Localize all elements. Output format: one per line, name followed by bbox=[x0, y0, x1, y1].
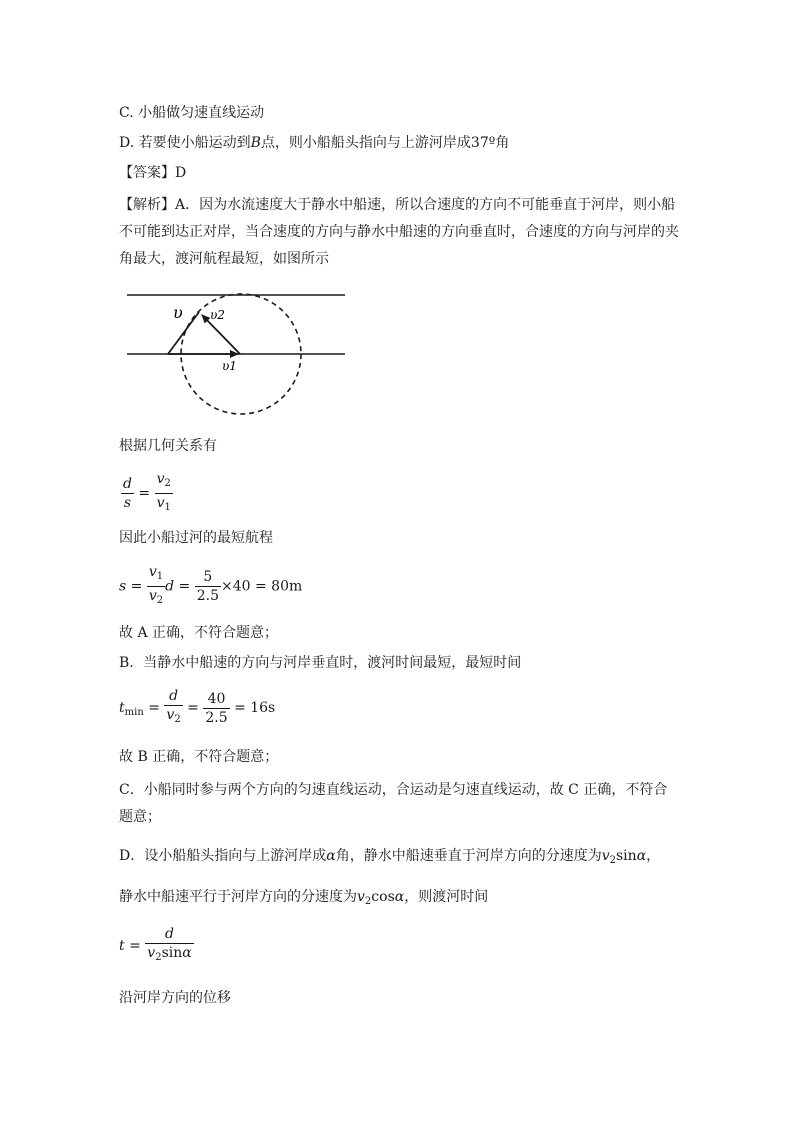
displacement-line: 沿河岸方向的位移 bbox=[119, 990, 231, 1006]
t-alpha-v: v bbox=[147, 945, 156, 961]
d-text-2-pre: 静水中船速平行于河岸方向的分速度为 bbox=[119, 889, 357, 905]
option-d-pre: D. 若要使小船运动到 bbox=[119, 135, 251, 151]
tmin-d: d bbox=[164, 687, 182, 706]
t-alpha-eq: = bbox=[129, 938, 141, 954]
path-5: 5 bbox=[195, 568, 221, 587]
t-alpha-fn: sin bbox=[161, 945, 183, 961]
ratio-v2-sub: 2 bbox=[164, 478, 171, 489]
d-v2cos-alpha: α bbox=[394, 889, 405, 905]
a-correct-line: 故 A 正确，不符合题意； bbox=[119, 625, 279, 641]
d-text-2-post: ，则渡河时间 bbox=[404, 889, 489, 905]
d-text-1-mid: 角，静水中船速垂直于河岸方向的分速度为 bbox=[335, 848, 602, 864]
answer-value: D bbox=[175, 165, 187, 181]
ratio-d: d bbox=[123, 476, 132, 492]
tmin-v2-sub: 2 bbox=[174, 714, 181, 725]
d-v2cos-sub: 2 bbox=[364, 896, 372, 907]
d-alpha: α bbox=[326, 848, 336, 864]
ratio-v1-sub: 1 bbox=[164, 502, 171, 513]
tmin-eq-2: = bbox=[187, 700, 199, 716]
d-v2sin-alpha: α bbox=[636, 848, 647, 864]
label-v2: υ2 bbox=[210, 308, 225, 322]
option-c: C. 小船做匀速直线运动 bbox=[119, 105, 265, 121]
t-alpha-sub: 2 bbox=[155, 952, 162, 963]
tmin-v2: v bbox=[166, 707, 175, 723]
ratio-v2: v bbox=[156, 471, 165, 487]
option-d-post: 点，则小船船头指向与上游河岸成37º角 bbox=[260, 135, 510, 151]
analysis-a bbox=[119, 192, 679, 273]
option-d bbox=[119, 133, 509, 153]
analysis-bracket: 【解析】 bbox=[119, 197, 175, 213]
d-v2sin-fn: sin bbox=[616, 848, 637, 864]
d-v2cos-fn: cos bbox=[371, 889, 395, 905]
d-text-line-2 bbox=[119, 887, 488, 912]
path-formula bbox=[119, 563, 302, 610]
c-text-line: C．小船同时参与两个方向的匀速直线运动，合运动是匀速直线运动，故 C 正确，不符合题意； bbox=[119, 782, 668, 825]
tmin-formula bbox=[119, 687, 275, 729]
d-text-1-pre: D．设小船船头指向与上游河岸成 bbox=[119, 848, 327, 864]
path-v1-sub: 1 bbox=[156, 571, 164, 582]
t-alpha-t: t bbox=[119, 938, 125, 954]
tmin-t: t bbox=[119, 700, 125, 716]
d-v2sin-v: v bbox=[601, 848, 610, 864]
tmin-eq: = bbox=[148, 700, 160, 716]
b-text-line: B．当静水中船速的方向与河岸垂直时，渡河时间最短，最短时间 bbox=[119, 655, 522, 671]
t-alpha-d: d bbox=[145, 925, 193, 944]
path-v2-sub: 2 bbox=[156, 595, 164, 606]
path-eq-2: = bbox=[178, 578, 191, 595]
ratio-eq: = bbox=[138, 485, 151, 502]
d-comma: ， bbox=[646, 848, 661, 864]
t-alpha-formula bbox=[119, 925, 194, 967]
tmin-tail: = 16s bbox=[234, 700, 276, 716]
shortest-path-line: 因此小船过河的最短航程 bbox=[119, 530, 273, 546]
d-text-line-1 bbox=[119, 846, 660, 871]
tmin-sub: min bbox=[124, 707, 144, 718]
analysis-a-text: A．因为水流速度大于静水中船速，所以合速度的方向不可能垂直于河岸，则小船不可能到达正对岸，当合速度的方向与静水中船速的方向垂直时，合速度的方向与河岸的夹角最大，渡河航程最短，如图所示 bbox=[119, 197, 679, 267]
path-d: d bbox=[165, 578, 175, 595]
d-v2sin-sub: 2 bbox=[609, 855, 616, 866]
b-correct-line: 故 B 正确，不符合题意； bbox=[119, 749, 279, 765]
t-alpha-alpha: α bbox=[182, 945, 192, 961]
path-v1: v bbox=[148, 564, 157, 580]
tmin-40: 40 bbox=[203, 690, 229, 709]
option-d-point: B bbox=[250, 135, 261, 151]
path-2-5: 2.5 bbox=[196, 588, 219, 604]
path-s: s bbox=[119, 578, 127, 595]
label-v: υ bbox=[173, 303, 183, 322]
tmin-2-5: 2.5 bbox=[205, 709, 228, 726]
d-v2cos-v: v bbox=[357, 889, 365, 905]
geometry-line: 根据几何关系有 bbox=[119, 438, 217, 454]
path-tail: ×40 = 80m bbox=[221, 578, 303, 595]
answer-line bbox=[119, 163, 186, 183]
ratio-s: s bbox=[123, 495, 132, 511]
path-eq: = bbox=[130, 578, 143, 595]
label-v1: υ1 bbox=[222, 359, 237, 373]
path-v2: v bbox=[148, 588, 157, 604]
answer-bracket: 【答案】 bbox=[119, 165, 175, 181]
ratio-formula bbox=[121, 470, 173, 517]
velocity-diagram bbox=[119, 288, 359, 418]
ratio-v1: v bbox=[156, 495, 165, 511]
